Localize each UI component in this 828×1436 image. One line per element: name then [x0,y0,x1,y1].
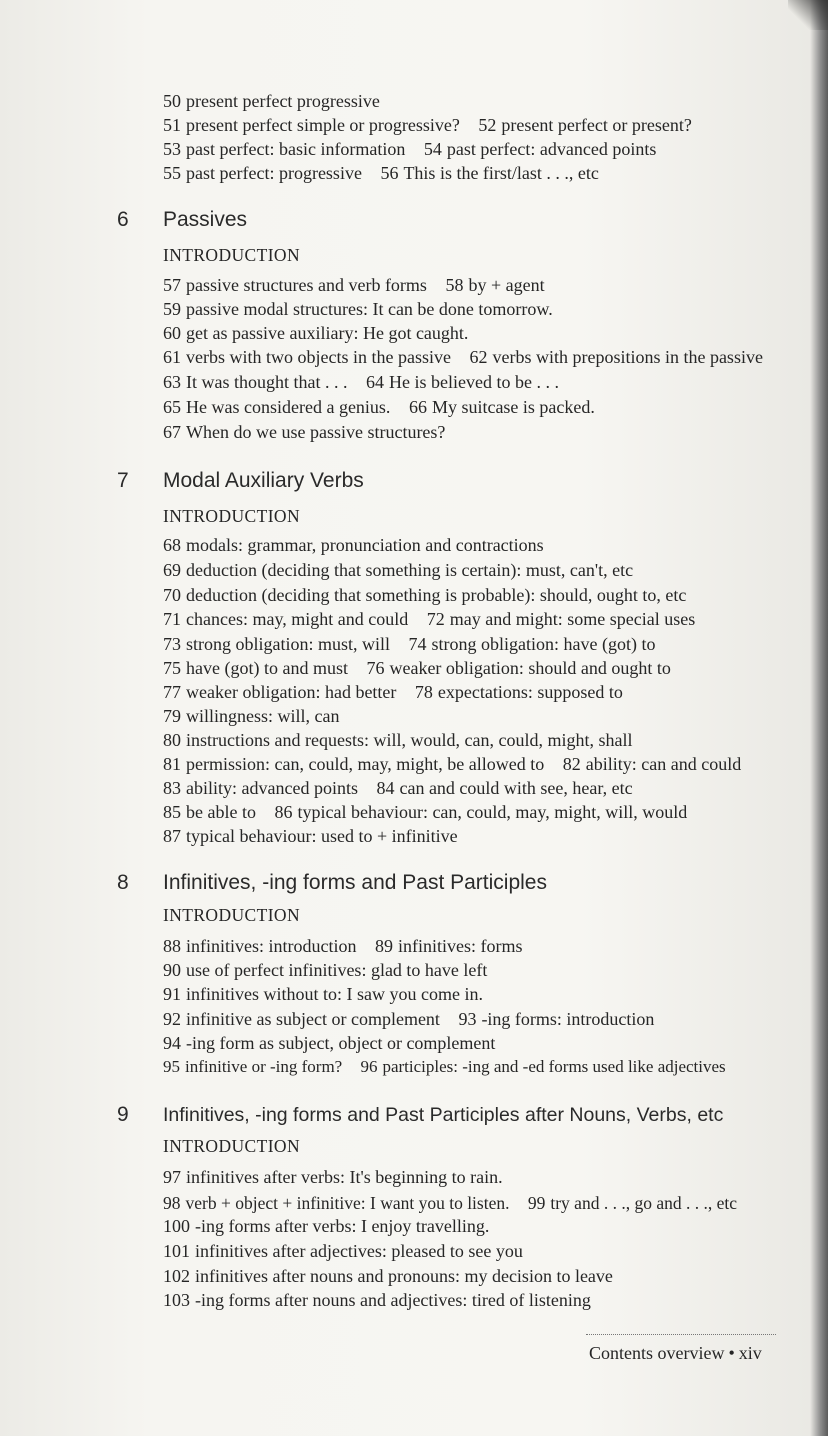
toc-line: 81 permission: can, could, may, might, be allowed to 82 ability: can and could [163,754,742,774]
toc-line: 73 strong obligation: must, will 74 strong obligation: have (got) to [163,634,656,654]
page-corner-shadow [788,0,828,30]
toc-line: 51 present perfect simple or progressive? 52 present perfect or present? [163,115,692,135]
toc-line: 67 When do we use passive structures? [163,422,446,442]
toc-line: 94 -ing form as subject, object or complement [163,1033,496,1053]
chapter-number: 9 [117,1103,129,1126]
chapter-introduction: INTRODUCTION [163,245,301,265]
chapter-number: 8 [117,871,129,894]
footer-rule [586,1334,776,1335]
chapter-number: 6 [117,208,129,231]
chapter-title: Passives [163,208,248,231]
page-number: xiv [738,1343,762,1363]
toc-line: 77 weaker obligation: had better 78 expectations: supposed to [163,682,623,702]
toc-line: 101 infinitives after adjectives: pleased to see you [163,1241,523,1261]
toc-line: 55 past perfect: progressive 56 This is the first/last . . ., etc [163,163,599,183]
chapter-title: Modal Auxiliary Verbs [163,469,364,492]
toc-line: 50 present perfect progressive [163,91,380,111]
toc-line: 90 use of perfect infinitives: glad to have left [163,960,488,980]
page-footer [589,1343,762,1364]
toc-line: 79 willingness: will, can [163,706,340,726]
toc-line: 68 modals: grammar, pronunciation and contractions [163,535,544,555]
toc-line: 103 -ing forms after nouns and adjectives: tired of listening [163,1290,591,1310]
toc-line: 61 verbs with two objects in the passive 62 verbs with prepositions in the passive [163,347,763,367]
toc-line: 63 It was thought that . . . 64 He is believed to be . . . [163,372,559,392]
chapter-title: Infinitives, -ing forms and Past Participles after Nouns, Verbs, etc [163,1104,724,1126]
toc-line: 65 He was considered a genius. 66 My suitcase is packed. [163,397,595,417]
toc-line: 85 be able to 86 typical behaviour: can, could, may, might, will, would [163,802,688,822]
toc-line: 60 get as passive auxiliary: He got caught. [163,323,469,343]
toc-line: 100 -ing forms after verbs: I enjoy travelling. [163,1216,490,1236]
chapter-number: 7 [117,469,129,492]
toc-line: 91 infinitives without to: I saw you come in. [163,984,483,1004]
chapter-title: Infinitives, -ing forms and Past Participles [163,871,547,894]
toc-line: 80 instructions and requests: will, would, can, could, might, shall [163,730,633,750]
toc-line: 69 deduction (deciding that something is certain): must, can't, etc [163,560,634,580]
toc-line: 75 have (got) to and must 76 weaker obligation: should and ought to [163,658,671,678]
toc-line: 87 typical behaviour: used to + infinitive [163,826,458,846]
toc-line: 92 infinitive as subject or complement 93 -ing forms: introduction [163,1009,655,1029]
page-edge-shadow [810,0,828,1436]
toc-line: 95 infinitive or -ing form? 96 participles: -ing and -ed forms used like adjectives [163,1057,726,1076]
toc-line: 88 infinitives: introduction 89 infinitives: forms [163,936,523,956]
toc-line: 98 verb + object + infinitive: I want you to listen. 99 try and . . ., go and . . ., etc [163,1193,737,1213]
toc-line: 97 infinitives after verbs: It's beginning to rain. [163,1167,503,1187]
toc-line: 57 passive structures and verb forms 58 by + agent [163,275,545,295]
toc-line: 71 chances: may, might and could 72 may and might: some special uses [163,609,696,629]
toc-line: 83 ability: advanced points 84 can and could with see, hear, etc [163,778,633,798]
chapter-introduction: INTRODUCTION [163,506,301,526]
toc-line: 59 passive modal structures: It can be done tomorrow. [163,299,553,319]
footer-label: Contents overview [589,1343,725,1363]
bullet-icon: • [728,1343,735,1363]
toc-line: 102 infinitives after nouns and pronouns: my decision to leave [163,1266,613,1286]
chapter-introduction: INTRODUCTION [163,1136,301,1156]
toc-line: 53 past perfect: basic information 54 past perfect: advanced points [163,139,657,159]
toc-line: 70 deduction (deciding that something is probable): should, ought to, etc [163,585,687,605]
chapter-introduction: INTRODUCTION [163,905,301,925]
